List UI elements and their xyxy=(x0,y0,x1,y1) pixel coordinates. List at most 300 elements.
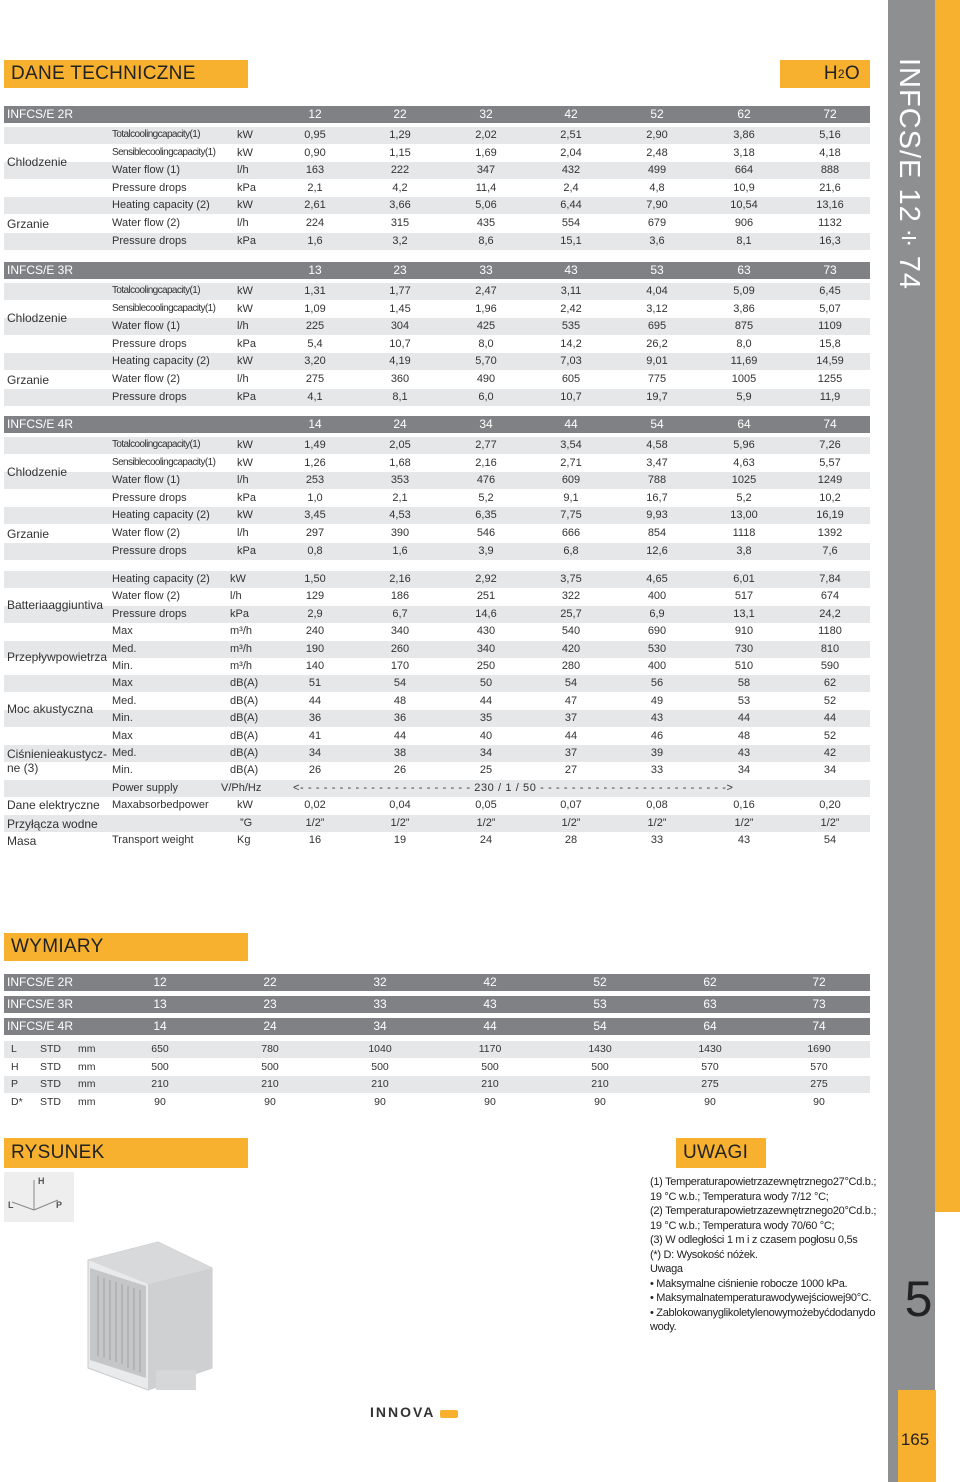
row-value: 43 xyxy=(737,747,751,759)
row-value: 1,77 xyxy=(389,285,411,297)
row-value: 44 xyxy=(308,694,322,707)
row-value: 5,07 xyxy=(819,302,841,315)
model-size: 64 xyxy=(737,417,751,431)
row-value: 260 xyxy=(390,642,410,655)
data-row xyxy=(4,472,870,489)
note-line: • Maksymalne ciśnienie robocze 1000 kPa. xyxy=(650,1277,848,1290)
row-value: 2,71 xyxy=(560,456,582,469)
note-line: (2) Temperaturapowietrzazewnętrznego20°Cd.b.; xyxy=(650,1205,877,1217)
row-value: 21,6 xyxy=(819,181,841,194)
row-value: 430 xyxy=(476,625,496,638)
data-row xyxy=(4,762,870,779)
row-value: 6,44 xyxy=(560,199,582,212)
row-value: 41 xyxy=(308,729,322,742)
model-size: 54 xyxy=(650,417,664,431)
model-size: 72 xyxy=(823,107,837,121)
row-value: 3,9 xyxy=(478,544,494,557)
model-size: 12 xyxy=(153,975,167,989)
data-row xyxy=(4,623,870,640)
row-unit: kPa xyxy=(237,337,256,350)
row-unit: kW xyxy=(237,355,253,368)
row-value: 1392 xyxy=(817,527,843,539)
model-name: INFCS/E 2R xyxy=(7,975,74,989)
row-value: 224 xyxy=(305,217,325,229)
row-value: 3,6 xyxy=(649,234,665,247)
row-value: 6,45 xyxy=(819,285,841,297)
data-row xyxy=(4,710,870,727)
row-label: Sensiblecoolingcapacity(1) xyxy=(112,456,216,468)
group-label: Batteriaaggiuntiva xyxy=(7,598,104,612)
model-size: 34 xyxy=(479,417,493,431)
data-row xyxy=(4,658,870,675)
row-value: 225 xyxy=(305,320,325,333)
row-value: 1,96 xyxy=(475,302,497,315)
model-name: INFCS/E 4R xyxy=(7,417,74,431)
innova-logo-text: INNOVA xyxy=(370,1404,436,1420)
row-value: 4,53 xyxy=(389,509,411,522)
row-value: 1,6 xyxy=(392,544,408,557)
model-size: 34 xyxy=(373,1019,387,1033)
model-size: 43 xyxy=(483,997,497,1011)
dim-unit: mm xyxy=(78,1060,96,1073)
row-unit: kPa xyxy=(237,390,256,403)
row-value: 1,09 xyxy=(304,302,326,315)
dim-value: 90 xyxy=(704,1095,716,1108)
side-title: INFCS/E 12÷74 xyxy=(893,58,925,290)
row-value: 609 xyxy=(561,474,581,487)
model-size: 53 xyxy=(593,997,607,1011)
row-value: 2,42 xyxy=(560,302,582,315)
row-label: Maxabsorbedpower xyxy=(112,799,209,812)
row-value: 3,18 xyxy=(733,146,755,159)
row-value: 510 xyxy=(734,660,754,672)
row-value: 0,04 xyxy=(389,799,411,812)
row-value: 24 xyxy=(479,834,493,846)
row-value: 3,20 xyxy=(304,355,326,368)
model-size: 63 xyxy=(703,997,717,1011)
row-value: 4,1 xyxy=(307,390,323,403)
max-power-row xyxy=(4,797,870,814)
row-value: 2,02 xyxy=(475,129,497,141)
row-value: 186 xyxy=(390,590,410,603)
row-value: 3,54 xyxy=(560,439,582,451)
row-value: 690 xyxy=(647,625,667,638)
row-unit: dB(A) xyxy=(230,677,259,690)
row-value: 6,9 xyxy=(649,607,665,620)
row-value: 1249 xyxy=(817,474,843,487)
dim-value: 90 xyxy=(594,1095,606,1108)
row-value: 34 xyxy=(823,764,837,777)
row-value: 1/2” xyxy=(647,816,667,829)
row-value: 1,0 xyxy=(307,491,323,504)
row-value: 13,16 xyxy=(816,199,844,212)
data-row xyxy=(4,353,870,370)
row-value: 9,1 xyxy=(563,491,579,504)
row-value: 25,7 xyxy=(560,607,582,620)
note-line: (1) Temperaturapowietrzazewnętrznego27°Cd.b.; xyxy=(650,1176,877,1188)
model-header-row xyxy=(4,106,870,123)
data-row xyxy=(4,571,870,588)
dim-value: 1040 xyxy=(368,1043,392,1055)
row-unit: dB(A) xyxy=(230,712,259,725)
data-row xyxy=(4,371,870,388)
axis-p-label: P xyxy=(56,1200,63,1210)
section-title-rysunek: RYSUNEK xyxy=(4,1138,248,1168)
group-label: Chlodzenie xyxy=(7,465,68,479)
data-row xyxy=(4,389,870,406)
row-value: 1/2” xyxy=(561,816,581,829)
data-row xyxy=(4,675,870,692)
row-label: Heating capacity (2) xyxy=(112,573,210,585)
model-size: 33 xyxy=(479,263,493,277)
model-size: 32 xyxy=(373,975,387,989)
data-row xyxy=(4,728,870,745)
row-value: 16,3 xyxy=(819,234,841,247)
row-value: 26,2 xyxy=(646,337,668,350)
row-value: 2,77 xyxy=(475,439,497,451)
row-value: 43 xyxy=(650,712,664,725)
note-line: 19 °C w.b.; Temperatura wody 7/12 °C; xyxy=(650,1190,829,1203)
dim-row xyxy=(4,1076,870,1093)
row-value: 554 xyxy=(561,217,581,229)
data-row xyxy=(4,543,870,560)
row-value: 44 xyxy=(823,712,837,725)
row-value: 163 xyxy=(305,164,325,177)
note-line: (*) D: Wysokość nóżek. xyxy=(650,1248,758,1261)
row-value: 52 xyxy=(823,694,837,707)
row-value: 0,08 xyxy=(646,799,668,812)
row-value: 1,6 xyxy=(307,234,323,247)
dim-value: 650 xyxy=(151,1043,169,1055)
row-value: 6,0 xyxy=(478,390,494,403)
data-row xyxy=(4,318,870,335)
row-value: 854 xyxy=(647,527,667,539)
model-size: 52 xyxy=(650,107,664,121)
dim-std: STD xyxy=(40,1060,61,1073)
dim-value: 500 xyxy=(481,1060,499,1073)
row-value: 25 xyxy=(479,764,493,777)
row-unit: kPa xyxy=(237,491,256,504)
row-value: 875 xyxy=(734,320,754,333)
row-value: 490 xyxy=(476,373,496,385)
row-value: 0,90 xyxy=(304,146,326,159)
row-unit: dB(A) xyxy=(230,764,259,777)
row-unit: dB(A) xyxy=(230,694,259,707)
row-value: 2,1 xyxy=(392,491,408,504)
model-size: 44 xyxy=(483,1019,497,1033)
row-value: 26 xyxy=(308,764,322,777)
row-value: 34 xyxy=(737,764,751,777)
row-value: 14,6 xyxy=(475,607,497,620)
row-value: 12,6 xyxy=(646,544,668,557)
row-value: 7,03 xyxy=(560,355,582,368)
row-value: 2,05 xyxy=(389,439,411,451)
dim-value: 500 xyxy=(151,1060,169,1073)
row-value: 54 xyxy=(564,677,578,690)
row-value: 16,7 xyxy=(646,491,668,504)
row-value: 170 xyxy=(390,660,410,672)
row-value: 0,02 xyxy=(304,799,326,812)
row-value: 5,57 xyxy=(819,456,841,469)
row-value: 5,70 xyxy=(475,355,497,368)
row-label: Max xyxy=(112,729,133,742)
row-value: 7,90 xyxy=(646,199,668,212)
row-unit: kW xyxy=(237,799,253,812)
data-row xyxy=(4,437,870,454)
product-image xyxy=(78,1228,228,1398)
row-value: 49 xyxy=(650,694,664,707)
row-value: 420 xyxy=(561,642,581,655)
data-row xyxy=(4,215,870,232)
row-value: 140 xyxy=(305,660,325,672)
row-label: Totalcoolingcapacity(1) xyxy=(112,285,200,296)
row-value: 3,12 xyxy=(646,302,668,315)
row-value: 33 xyxy=(650,834,664,846)
row-value: 16,19 xyxy=(816,509,844,522)
row-unit: kW xyxy=(237,146,253,159)
data-row xyxy=(4,233,870,250)
model-size: 42 xyxy=(483,975,497,989)
group-label: Dane elektryczne xyxy=(7,798,100,812)
model-size: 73 xyxy=(812,997,826,1011)
row-label: Heating capacity (2) xyxy=(112,199,210,212)
row-value: 275 xyxy=(305,373,325,385)
model-name: INFCS/E 2R xyxy=(7,107,74,121)
h2o-badge: H 2 O xyxy=(780,60,870,88)
row-value: 11,9 xyxy=(819,390,841,403)
data-row xyxy=(4,693,870,710)
row-value: 34 xyxy=(308,747,322,759)
row-value: 54 xyxy=(393,677,407,690)
dim-std: STD xyxy=(40,1095,61,1108)
row-value: 11,69 xyxy=(730,355,758,368)
model-size: 42 xyxy=(564,107,578,121)
row-value: 2,04 xyxy=(560,146,582,159)
model-name: INFCS/E 3R xyxy=(7,263,74,277)
row-value: 4,2 xyxy=(392,181,408,194)
note-line: wody. xyxy=(650,1321,677,1333)
row-label: Water flow (1) xyxy=(112,164,181,177)
row-unit: kW xyxy=(237,285,253,297)
row-value: 38 xyxy=(393,747,407,759)
row-value: 16 xyxy=(308,834,322,846)
model-size: 22 xyxy=(263,975,277,989)
row-value: 54 xyxy=(823,834,837,846)
row-value: 44 xyxy=(393,729,407,742)
row-value: 253 xyxy=(305,474,325,487)
dim-value: 500 xyxy=(371,1060,389,1073)
row-label: Pressure drops xyxy=(112,234,187,247)
row-value: 19 xyxy=(393,834,407,846)
row-unit: kW xyxy=(237,129,253,141)
row-value: 1,15 xyxy=(389,146,411,159)
row-unit: dB(A) xyxy=(230,747,259,759)
row-unit: m³/h xyxy=(230,642,252,655)
row-value: 36 xyxy=(393,712,407,725)
row-value: 435 xyxy=(476,217,496,229)
row-value: 8,0 xyxy=(736,337,752,350)
row-value: 37 xyxy=(564,712,578,725)
dim-value: 210 xyxy=(591,1078,609,1090)
row-value: 1,45 xyxy=(389,302,411,315)
model-header-row xyxy=(4,416,870,433)
row-value: 44 xyxy=(737,712,751,725)
dim-value: 90 xyxy=(813,1095,825,1108)
row-value: 4,18 xyxy=(819,146,841,159)
row-value: 1,26 xyxy=(304,456,326,469)
row-value: 2,1 xyxy=(307,181,323,194)
row-label: Pressure drops xyxy=(112,491,187,504)
model-size: 54 xyxy=(593,1019,607,1033)
row-value: 36 xyxy=(308,712,322,725)
row-value: 2,92 xyxy=(475,573,497,585)
row-value: 4,8 xyxy=(649,181,665,194)
row-value: 8,1 xyxy=(392,390,408,403)
row-label: Sensiblecoolingcapacity(1) xyxy=(112,302,216,314)
row-value: 10,7 xyxy=(389,337,411,350)
row-value: 6,8 xyxy=(563,544,579,557)
model-size: 24 xyxy=(263,1019,277,1033)
row-unit: l/h xyxy=(237,474,249,487)
row-label: Max xyxy=(112,677,133,690)
row-label: Water flow (1) xyxy=(112,320,181,333)
row-value: 6,35 xyxy=(475,509,497,522)
row-value: 2,90 xyxy=(646,129,668,141)
dim-value: 210 xyxy=(151,1078,169,1090)
model-size: 23 xyxy=(393,263,407,277)
dim-value: 780 xyxy=(261,1043,279,1055)
row-unit: kW xyxy=(237,439,253,451)
row-value: 8,1 xyxy=(736,234,752,247)
dim-value: 210 xyxy=(261,1078,279,1090)
row-value: 0,95 xyxy=(304,129,326,141)
dim-value: 210 xyxy=(371,1078,389,1090)
model-size: 33 xyxy=(373,997,387,1011)
data-row xyxy=(4,145,870,162)
row-value: 425 xyxy=(476,320,496,333)
row-unit: l/h xyxy=(237,164,249,177)
section-title-uwagi: UWAGI xyxy=(676,1138,766,1168)
dim-std: STD xyxy=(40,1078,61,1090)
row-label: Pressure drops xyxy=(112,390,187,403)
row-value: 13,1 xyxy=(733,607,755,620)
row-value: 50 xyxy=(479,677,493,690)
row-value: 695 xyxy=(647,320,667,333)
row-value: 27 xyxy=(564,764,578,777)
row-value: 1109 xyxy=(818,320,842,333)
row-value: 390 xyxy=(390,527,410,539)
group-label: Chlodzenie xyxy=(7,155,68,169)
row-label: Med. xyxy=(112,747,137,759)
row-value: 9,93 xyxy=(646,509,668,522)
group-label: Grzanie xyxy=(7,527,50,541)
row-value: 14,59 xyxy=(816,355,844,368)
row-value: 5,2 xyxy=(478,491,494,504)
row-value: 2,16 xyxy=(389,573,411,585)
data-row xyxy=(4,588,870,605)
row-value: 910 xyxy=(734,625,754,638)
row-value: 5,09 xyxy=(733,285,755,297)
row-value: 5,16 xyxy=(819,129,841,141)
dim-value: 90 xyxy=(264,1095,276,1108)
row-value: 546 xyxy=(476,527,496,539)
dim-value: 570 xyxy=(701,1060,719,1073)
row-unit: Kg xyxy=(237,834,251,846)
row-value: 10,7 xyxy=(560,390,582,403)
row-value: 304 xyxy=(390,320,410,333)
row-value: 56 xyxy=(650,677,664,690)
dim-model-row xyxy=(4,996,870,1013)
data-row xyxy=(4,162,870,179)
dim-value: 275 xyxy=(701,1078,719,1090)
row-value: 6,01 xyxy=(733,573,755,585)
dim-value: 275 xyxy=(810,1078,828,1090)
power-supply-value: <- - - - - - - - - - - - - - - - - - - - - - 230 / 1 / 50 - - - - - - - - - - - - - - - - - - - - - - - -> xyxy=(293,781,734,794)
row-value: 280 xyxy=(561,660,581,672)
row-value: 129 xyxy=(305,590,325,603)
row-value: 1/2” xyxy=(734,816,754,829)
row-unit: m³/h xyxy=(230,660,252,672)
row-value: 3,2 xyxy=(392,234,408,247)
axis-h-label: H xyxy=(38,1176,45,1186)
row-value: 43 xyxy=(737,834,751,846)
group-label: Chlodzenie xyxy=(7,311,68,325)
row-unit: l/h xyxy=(230,590,242,603)
dim-row xyxy=(4,1041,870,1058)
row-label: Water flow (1) xyxy=(112,474,181,487)
power-supply-row xyxy=(4,780,870,797)
row-value: 8,0 xyxy=(478,337,494,350)
dim-value: 500 xyxy=(591,1060,609,1073)
row-value: 40 xyxy=(479,729,493,742)
section-title-dane: DANE TECHNICZNE xyxy=(4,60,248,88)
row-value: 322 xyxy=(561,590,581,603)
row-label: Min. xyxy=(112,712,133,725)
dim-value: 210 xyxy=(481,1078,499,1090)
row-value: 1/2” xyxy=(476,816,496,829)
row-value: 340 xyxy=(476,642,496,655)
row-label: Water flow (2) xyxy=(112,527,181,539)
row-label: Med. xyxy=(112,642,137,655)
dim-value: 1690 xyxy=(807,1043,831,1055)
row-value: 4,04 xyxy=(646,285,668,297)
row-value: 0,07 xyxy=(560,799,582,812)
dim-label: D* xyxy=(11,1095,23,1108)
row-value: 10,9 xyxy=(733,181,755,194)
row-value: 679 xyxy=(647,217,667,229)
row-label: Heating capacity (2) xyxy=(112,509,210,522)
row-value: 7,84 xyxy=(819,573,841,585)
row-label: Pressure drops xyxy=(112,544,187,557)
data-row xyxy=(4,197,870,214)
row-value: 1005 xyxy=(731,373,757,385)
row-value: 3,8 xyxy=(736,544,752,557)
row-value: 4,65 xyxy=(646,573,668,585)
row-label: Transport weight xyxy=(112,834,194,846)
row-value: 5,9 xyxy=(736,390,752,403)
row-value: 52 xyxy=(823,729,837,742)
model-size: 63 xyxy=(737,263,751,277)
row-label: Water flow (2) xyxy=(112,590,181,603)
row-value: 340 xyxy=(390,625,410,638)
model-size: 53 xyxy=(650,263,664,277)
row-value: 222 xyxy=(390,164,410,177)
group-label: Grzanie xyxy=(7,217,50,231)
row-value: 26 xyxy=(393,764,407,777)
row-label: Water flow (2) xyxy=(112,373,181,385)
row-value: 42 xyxy=(823,747,837,759)
row-unit: kPa xyxy=(230,607,249,620)
